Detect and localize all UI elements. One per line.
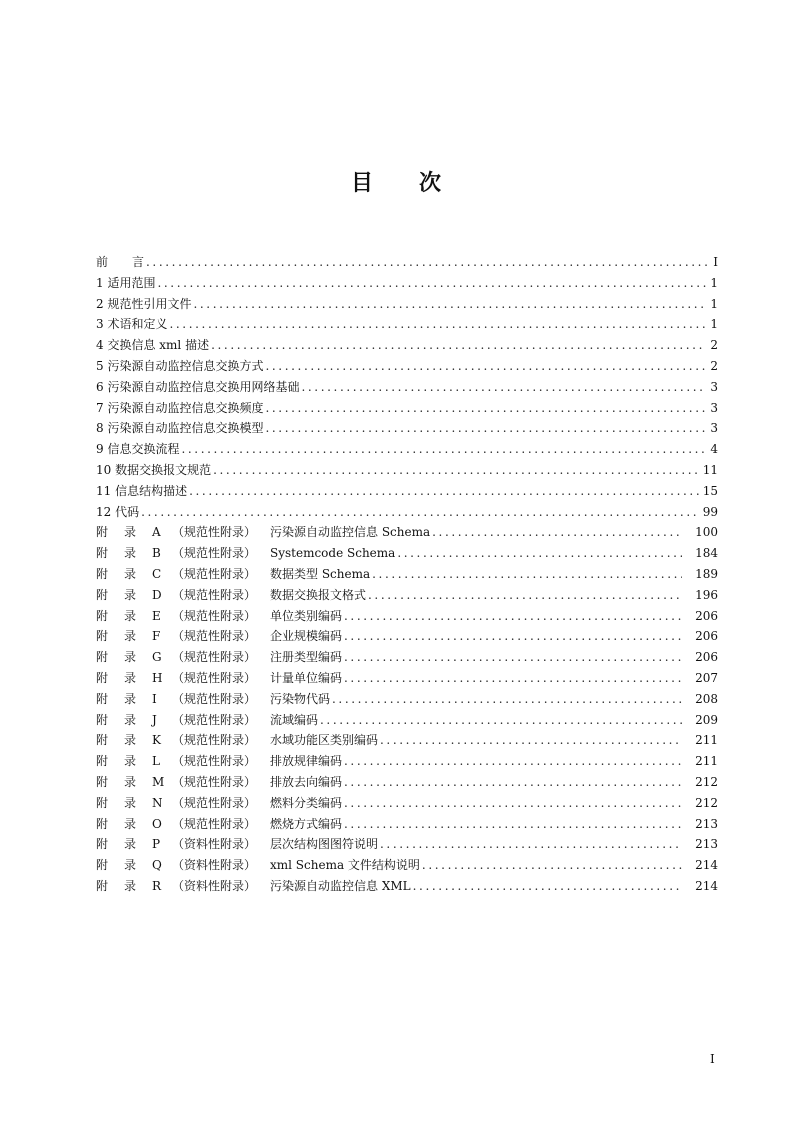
toc-entry[interactable] xyxy=(96,460,718,481)
annex-kind: （规范性附录） xyxy=(172,587,257,602)
toc-entry-page: 3 xyxy=(710,400,718,415)
toc-entry-label: 5 污染源自动监控信息交换方式 xyxy=(96,358,264,373)
toc-entry[interactable] xyxy=(96,356,718,377)
toc-annex-entry[interactable] xyxy=(96,876,718,897)
toc-leader-dots xyxy=(397,543,682,564)
toc-entry-label: 9 信息交换流程 xyxy=(96,442,180,457)
annex-kind: （规范性附录） xyxy=(172,691,257,706)
annex-letter: R xyxy=(152,878,162,893)
annex-prefix: 附 xyxy=(96,650,109,665)
toc-annex-entry[interactable] xyxy=(96,606,718,627)
toc-entry[interactable] xyxy=(96,335,718,356)
annex-prefix: 附 xyxy=(96,816,109,831)
toc-entry-page: 189 xyxy=(695,566,718,581)
toc-annex-entry[interactable] xyxy=(96,585,718,606)
annex-mid: 录 xyxy=(124,878,137,893)
toc-entry[interactable] xyxy=(96,377,718,398)
annex-title: Systemcode Schema xyxy=(270,546,396,561)
annex-letter: I xyxy=(152,691,157,706)
toc-leader-dots xyxy=(372,564,682,585)
annex-title: 计量单位编码 xyxy=(270,670,343,685)
annex-prefix: 附 xyxy=(96,878,109,893)
annex-prefix: 附 xyxy=(96,754,109,769)
toc-leader-dots xyxy=(189,481,699,502)
toc-leader-dots xyxy=(320,710,682,731)
toc-entry-label: 4 交换信息 xml 描述 xyxy=(96,338,210,353)
toc-entry-page: 212 xyxy=(695,774,718,789)
annex-kind: （规范性附录） xyxy=(172,525,257,540)
annex-kind: （规范性附录） xyxy=(172,608,257,623)
annex-label xyxy=(96,668,344,689)
toc-entry-page: 4 xyxy=(710,442,718,457)
annex-mid: 录 xyxy=(124,546,137,561)
toc-annex-entry[interactable] xyxy=(96,689,718,710)
annex-mid: 录 xyxy=(124,837,137,852)
annex-prefix: 附 xyxy=(96,546,109,561)
toc-entry-page: 15 xyxy=(702,483,718,498)
annex-prefix: 附 xyxy=(96,670,109,685)
annex-letter: F xyxy=(152,629,161,644)
annex-title: 层次结构图图符说明 xyxy=(270,837,379,852)
annex-mid: 录 xyxy=(124,629,137,644)
toc-entry-page: 3 xyxy=(710,379,718,394)
annex-title: 单位类别编码 xyxy=(270,608,343,623)
toc-annex-entry[interactable] xyxy=(96,668,718,689)
toc-entry[interactable] xyxy=(96,481,718,502)
toc-entry-label: 前 言 xyxy=(96,255,145,269)
annex-label xyxy=(96,522,432,543)
annex-kind: （资料性附录） xyxy=(172,858,257,873)
toc-entry-page: 211 xyxy=(695,733,718,748)
annex-letter: A xyxy=(152,525,161,540)
toc-leader-dots xyxy=(169,314,706,335)
page-title-left: 目 xyxy=(350,171,375,196)
annex-letter: D xyxy=(152,587,162,602)
toc-entry-page: 1 xyxy=(710,317,718,332)
toc-leader-dots xyxy=(380,834,682,855)
toc-leader-dots xyxy=(146,252,709,273)
table-of-contents xyxy=(96,252,718,897)
toc-entry[interactable] xyxy=(96,252,718,273)
annex-letter: K xyxy=(152,733,161,748)
toc-entry-page: 207 xyxy=(695,670,718,685)
annex-kind: （规范性附录） xyxy=(172,795,257,810)
annex-mid: 录 xyxy=(124,566,137,581)
annex-label xyxy=(96,543,397,564)
toc-entry-label: 7 污染源自动监控信息交换频度 xyxy=(96,400,264,415)
annex-mid: 录 xyxy=(124,795,137,810)
toc-leader-dots xyxy=(344,647,682,668)
annex-mid: 录 xyxy=(124,712,137,727)
annex-title: 企业规模编码 xyxy=(270,629,343,644)
toc-annex-entry[interactable] xyxy=(96,814,718,835)
annex-label xyxy=(96,855,422,876)
annex-letter: J xyxy=(152,712,157,727)
annex-label xyxy=(96,689,332,710)
toc-entry[interactable] xyxy=(96,294,718,315)
annex-title: 水域功能区类别编码 xyxy=(270,733,379,748)
annex-prefix: 附 xyxy=(96,629,109,644)
annex-kind: （规范性附录） xyxy=(172,546,257,561)
page-number: I xyxy=(710,1052,715,1066)
toc-leader-dots xyxy=(422,855,682,876)
annex-title: 注册类型编码 xyxy=(270,650,343,665)
annex-label xyxy=(96,647,344,668)
toc-entry-page: 214 xyxy=(695,878,718,893)
annex-label xyxy=(96,834,380,855)
toc-leader-dots xyxy=(344,626,682,647)
annex-prefix: 附 xyxy=(96,691,109,706)
toc-entry-label: 12 代码 xyxy=(96,504,140,519)
toc-annex-entry[interactable] xyxy=(96,793,718,814)
toc-annex-entry[interactable] xyxy=(96,834,718,855)
toc-leader-dots xyxy=(344,793,682,814)
toc-leader-dots xyxy=(141,502,699,523)
annex-title: 污染源自动监控信息 XML xyxy=(270,878,411,893)
annex-title: 燃料分类编码 xyxy=(270,795,343,810)
annex-prefix: 附 xyxy=(96,774,109,789)
annex-title: 流域编码 xyxy=(270,712,319,727)
annex-letter: C xyxy=(152,566,162,581)
toc-leader-dots xyxy=(265,418,706,439)
annex-title: 排放规律编码 xyxy=(270,754,343,769)
annex-label xyxy=(96,585,368,606)
annex-kind: （规范性附录） xyxy=(172,712,257,727)
annex-letter: E xyxy=(152,608,161,623)
toc-entry-page: 211 xyxy=(695,754,718,769)
toc-entry-page: I xyxy=(713,255,718,269)
toc-entry-page: 196 xyxy=(695,587,718,602)
toc-entry-label: 8 污染源自动监控信息交换模型 xyxy=(96,421,264,436)
toc-entry-label: 1 适用范围 xyxy=(96,275,156,290)
annex-prefix: 附 xyxy=(96,858,109,873)
annex-title: 污染源自动监控信息 Schema xyxy=(270,525,431,540)
annex-mid: 录 xyxy=(124,774,137,789)
toc-leader-dots xyxy=(344,772,682,793)
annex-mid: 录 xyxy=(124,691,137,706)
toc-annex-entry[interactable] xyxy=(96,772,718,793)
annex-prefix: 附 xyxy=(96,733,109,748)
toc-leader-dots xyxy=(301,377,706,398)
annex-title: 燃烧方式编码 xyxy=(270,816,343,831)
toc-entry-label: 2 规范性引用文件 xyxy=(96,296,192,311)
annex-kind: （规范性附录） xyxy=(172,650,257,665)
annex-label xyxy=(96,626,344,647)
annex-kind: （规范性附录） xyxy=(172,566,257,581)
annex-letter: Q xyxy=(152,858,162,873)
annex-title: 排放去向编码 xyxy=(270,774,343,789)
toc-leader-dots xyxy=(265,398,706,419)
toc-entry-page: 184 xyxy=(695,546,718,561)
annex-label xyxy=(96,751,344,772)
toc-entry-page: 214 xyxy=(695,858,718,873)
annex-kind: （资料性附录） xyxy=(172,837,257,852)
annex-letter: L xyxy=(152,754,160,769)
toc-entry-page: 206 xyxy=(695,608,718,623)
annex-label xyxy=(96,772,344,793)
toc-leader-dots xyxy=(332,689,682,710)
toc-entry-page: 206 xyxy=(695,650,718,665)
toc-leader-dots xyxy=(380,730,682,751)
toc-entry-label: 6 污染源自动监控信息交换用网络基础 xyxy=(96,379,300,394)
annex-label xyxy=(96,876,413,897)
annex-label xyxy=(96,793,344,814)
annex-letter: P xyxy=(152,837,161,852)
toc-leader-dots xyxy=(413,876,682,897)
annex-mid: 录 xyxy=(124,587,137,602)
annex-title: 数据交换报文格式 xyxy=(270,587,367,602)
annex-title: xml Schema 文件结构说明 xyxy=(270,858,420,873)
toc-entry-label: 10 数据交换报文规范 xyxy=(96,462,212,477)
annex-title: 数据类型 Schema xyxy=(270,566,371,581)
annex-prefix: 附 xyxy=(96,837,109,852)
toc-entry-page: 208 xyxy=(695,691,718,706)
annex-prefix: 附 xyxy=(96,608,109,623)
toc-entry-page: 213 xyxy=(695,837,718,852)
toc-entry[interactable] xyxy=(96,502,718,523)
toc-leader-dots xyxy=(344,814,682,835)
annex-letter: B xyxy=(152,546,161,561)
annex-prefix: 附 xyxy=(96,712,109,727)
annex-mid: 录 xyxy=(124,525,137,540)
toc-entry-page: 206 xyxy=(695,629,718,644)
toc-leader-dots xyxy=(157,273,706,294)
toc-entry-page: 213 xyxy=(695,816,718,831)
toc-annex-entry[interactable] xyxy=(96,522,718,543)
toc-annex-entry[interactable] xyxy=(96,543,718,564)
toc-entry[interactable] xyxy=(96,418,718,439)
annex-prefix: 附 xyxy=(96,587,109,602)
toc-entry-page: 99 xyxy=(702,504,718,519)
toc-leader-dots xyxy=(193,294,706,315)
toc-leader-dots xyxy=(265,356,706,377)
toc-annex-entry[interactable] xyxy=(96,626,718,647)
annex-mid: 录 xyxy=(124,816,137,831)
toc-leader-dots xyxy=(213,460,699,481)
toc-entry-page: 3 xyxy=(710,421,718,436)
annex-letter: O xyxy=(152,816,162,831)
toc-annex-entry[interactable] xyxy=(96,564,718,585)
annex-prefix: 附 xyxy=(96,566,109,581)
annex-label xyxy=(96,730,380,751)
annex-letter: M xyxy=(152,774,165,789)
annex-kind: （规范性附录） xyxy=(172,754,257,769)
annex-kind: （规范性附录） xyxy=(172,774,257,789)
annex-letter: H xyxy=(152,670,163,685)
toc-leader-dots xyxy=(344,668,682,689)
toc-annex-entry[interactable] xyxy=(96,855,718,876)
annex-label xyxy=(96,606,344,627)
toc-entry-label: 11 信息结构描述 xyxy=(96,483,188,498)
annex-letter: G xyxy=(152,650,162,665)
toc-leader-dots xyxy=(368,585,682,606)
annex-kind: （资料性附录） xyxy=(172,878,257,893)
annex-prefix: 附 xyxy=(96,795,109,810)
annex-mid: 录 xyxy=(124,670,137,685)
annex-prefix: 附 xyxy=(96,525,109,540)
toc-entry-label: 3 术语和定义 xyxy=(96,317,168,332)
toc-leader-dots xyxy=(432,522,682,543)
toc-entry-page: 2 xyxy=(710,338,718,353)
annex-mid: 录 xyxy=(124,608,137,623)
toc-entry[interactable] xyxy=(96,314,718,335)
toc-annex-entry[interactable] xyxy=(96,730,718,751)
toc-entry-page: 100 xyxy=(695,525,718,540)
annex-mid: 录 xyxy=(124,733,137,748)
toc-leader-dots xyxy=(344,606,682,627)
annex-mid: 录 xyxy=(124,858,137,873)
annex-mid: 录 xyxy=(124,754,137,769)
annex-kind: （规范性附录） xyxy=(172,670,257,685)
toc-annex-entry[interactable] xyxy=(96,710,718,731)
annex-kind: （规范性附录） xyxy=(172,733,257,748)
page-title-right: 次 xyxy=(419,171,444,196)
annex-letter: N xyxy=(152,795,163,810)
toc-leader-dots xyxy=(181,439,706,460)
annex-kind: （规范性附录） xyxy=(172,816,257,831)
annex-label xyxy=(96,564,372,585)
page-title xyxy=(0,166,794,197)
toc-entry-page: 2 xyxy=(710,358,718,373)
toc-leader-dots xyxy=(344,751,682,772)
toc-entry-page: 1 xyxy=(710,296,718,311)
annex-label xyxy=(96,710,320,731)
toc-entry[interactable] xyxy=(96,439,718,460)
toc-annex-entry[interactable] xyxy=(96,647,718,668)
toc-annex-entry[interactable] xyxy=(96,751,718,772)
toc-leader-dots xyxy=(211,335,706,356)
toc-entry[interactable] xyxy=(96,398,718,419)
annex-mid: 录 xyxy=(124,650,137,665)
toc-entry[interactable] xyxy=(96,273,718,294)
toc-entry-page: 212 xyxy=(695,795,718,810)
annex-kind: （规范性附录） xyxy=(172,629,257,644)
annex-label xyxy=(96,814,344,835)
toc-entry-page: 209 xyxy=(695,712,718,727)
annex-title: 污染物代码 xyxy=(270,691,331,706)
toc-entry-page: 11 xyxy=(702,462,718,477)
toc-entry-page: 1 xyxy=(710,275,718,290)
